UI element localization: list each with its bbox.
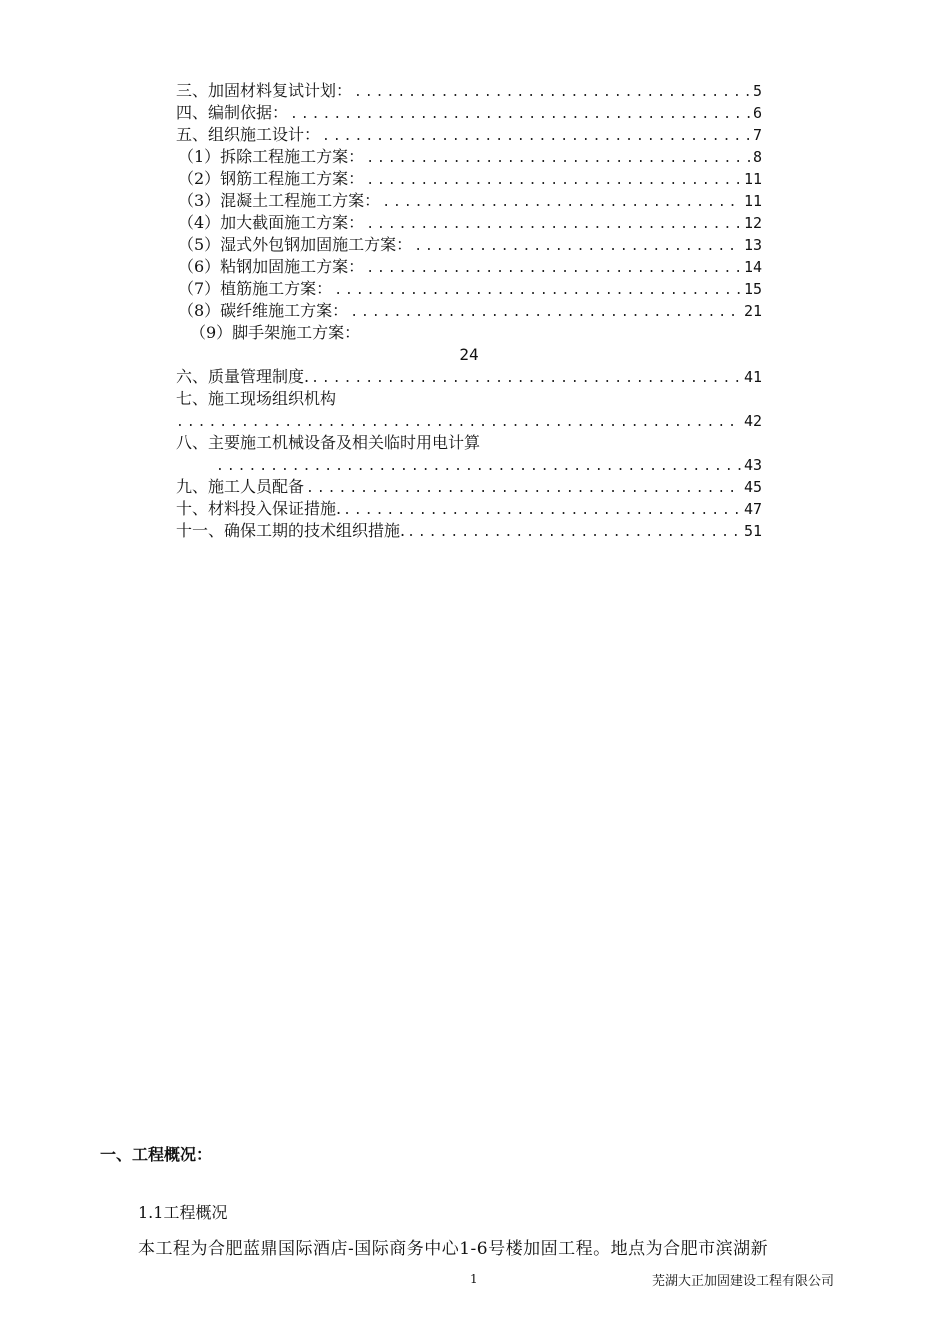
toc-entry-label: 五、组织施工设计： [176,125,321,144]
toc-entry-4[interactable] [176,102,762,124]
toc-leader-dots [366,170,742,192]
toc-leader-dots [311,368,742,390]
toc-entry-5[interactable] [176,124,762,146]
toc-leader-dots [382,192,742,214]
toc-leader-dots [354,82,751,104]
toc-leader-dots [290,104,751,126]
toc-leader-dots [350,302,742,324]
toc-entry-5-2[interactable] [176,168,762,190]
toc-entry-page: 12 [743,214,762,232]
toc-entry-label: （7）植筋施工方案： [178,279,333,298]
toc-entry-label: （5）湿式外包钢加固施工方案： [178,235,413,254]
toc-entry-label: 九、施工人员配备 [176,477,305,496]
toc-entry-label: （2）钢筋工程施工方案： [178,169,365,188]
toc-leader-dots [366,148,751,170]
toc-entry-5-9[interactable] [176,322,762,344]
toc-entry-5-3[interactable] [176,190,762,212]
toc-entry-5-5[interactable] [176,234,762,256]
toc-entry-page: 15 [743,280,762,298]
toc-entry-page: 11 [743,192,762,210]
toc-entry-page: 51 [743,522,762,540]
toc-entry-label: 四、编制依据： [176,103,289,122]
toc-leader-dots [343,500,742,522]
toc-entry-label: 六、质量管理制度. [176,367,310,386]
toc-entry-page: 42 [743,412,762,430]
toc-entry-page: 41 [743,368,762,386]
toc-entry-5-8[interactable] [176,300,762,322]
toc-entry-5-6[interactable] [176,256,762,278]
toc-entry-10[interactable] [176,498,762,520]
toc-entry-8-title[interactable] [176,432,762,454]
toc-entry-label: 十、材料投入保证措施. [176,499,342,518]
toc-entry-11[interactable] [176,520,762,542]
toc-entry-label: 十一、确保工期的技术组织措施. [176,521,406,540]
toc-entry-6[interactable] [176,366,762,388]
table-of-contents [176,80,762,542]
toc-entry-label: 三、加固材料复试计划： [176,81,353,100]
body-paragraph: 本工程为合肥蓝鼎国际酒店-国际商务中心1-6号楼加固工程。地点为合肥市滨湖新 [138,1239,769,1259]
subsection-heading: 1.1工程概况 [138,1203,228,1222]
toc-entry-8-leader[interactable] [176,454,762,476]
toc-entry-page: 21 [743,302,762,320]
toc-entry-label: （3）混凝土工程施工方案： [178,191,381,210]
toc-entry-page: 6 [752,104,762,122]
toc-entry-page: 47 [743,500,762,518]
toc-entry-page: 5 [752,82,762,100]
toc-entry-7-title[interactable] [176,388,762,410]
toc-entry-label: （9）脚手架施工方案： [190,323,361,342]
toc-entry-label: （6）粘钢加固施工方案： [178,257,365,276]
toc-entry-page: 11 [743,170,762,188]
toc-entry-5-9-page: 24 [459,345,479,364]
toc-entry-page: 7 [752,126,762,144]
section-heading: 一、工程概况： [100,1145,213,1164]
toc-entry-9[interactable] [176,476,762,498]
toc-entry-label: （4）加大截面施工方案： [178,213,365,232]
toc-entry-page: 13 [743,236,762,254]
toc-entry-7-leader[interactable] [176,410,762,432]
toc-entry-5-1[interactable] [176,146,762,168]
toc-entry-5-4[interactable] [176,212,762,234]
toc-entry-5-7[interactable] [176,278,762,300]
toc-leader-dots [334,280,742,302]
toc-entry-page: 45 [743,478,762,496]
toc-leader-dots [366,214,742,236]
toc-leader-dots [407,522,742,544]
toc-leader-dots [414,236,742,258]
toc-entry-label: （8）碳纤维施工方案： [178,301,349,320]
toc-leader-dots [306,478,742,500]
footer-page-number: 1 [470,1272,478,1286]
toc-entry-page: 14 [743,258,762,276]
toc-entry-page: 43 [743,456,762,474]
toc-entry-3[interactable] [176,80,762,102]
toc-leader-dots [322,126,751,148]
toc-leader-dots [366,258,742,280]
toc-leader-dots [216,456,742,478]
toc-leader-dots [176,412,742,434]
footer-company-name: 芜湖大正加固建设工程有限公司 [652,1274,835,1289]
toc-entry-label: （1）拆除工程施工方案： [178,147,365,166]
toc-entry-page: 8 [752,148,762,166]
toc-entry-label: 八、主要施工机械设备及相关临时用电计算 [176,433,481,452]
toc-entry-label: 七、施工现场组织机构 [176,389,337,408]
